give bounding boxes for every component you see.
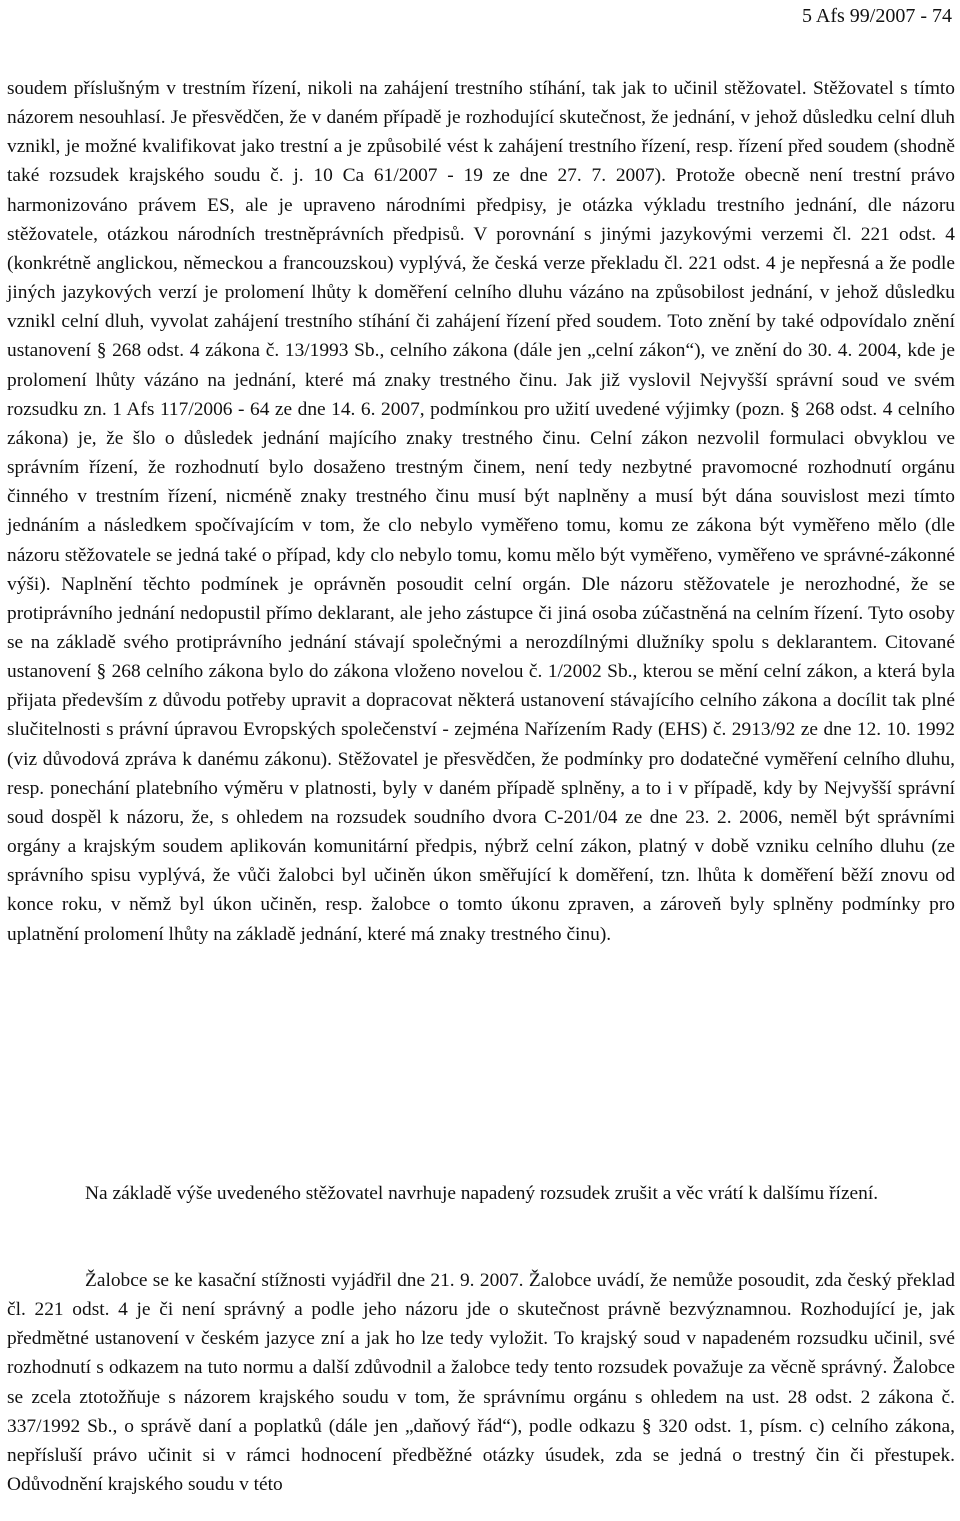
paragraph-plaintiff-response: Žalobce se ke kasační stížnosti vyjádřil dne 21. 9. 2007. Žalobce uvádí, že nemůže posoudit, zda český překlad čl. 221 odst. 4 je či není správný a podle jeho názoru jde o skutečnost právně bezvýznamnou. Rozhodující je, jak předmětné ustanovení v českém jazyce zní a jak ho lze tedy vyložit. To krajský soud v napadeném rozsudku učinil, své rozhodnutí s odkazem na tuto normu a další zdůvodnil a žalobce tedy tento rozsudek považuje za věcně správný. Žalobce se zcela ztotožňuje s názorem krajského soudu v tom, že správnímu orgánu s ohledem na ust. 28 odst. 2 zákona č. 337/1992 Sb., o správě daní a poplatků (dále jen „daňový řád“), podle odkazu § 320 odst. 1, písm. c) celního zákona, nepřísluší právo učinit si v rámci hodnocení předběžné otázky úsudek, zda se jedná o trestný čin či přestupek. Odůvodnění krajského soudu v této xyxy=(7,1270,955,1496)
paragraph-complainant-argument: soudem příslušným v trestním řízení, nikoli na zahájení trestního stíhání, tak jak to učinil stěžovatel. Stěžovatel s tímto názorem nesouhlasí. Je přesvědčen, že v daném případě je rozhodující skutečnost, že jednání, v jehož důsledku celní dluh vznikl, je možné kvalifikovat jako trestní a je způsobilé vést k zahájení trestního řízení, resp. řízení před soudem (shodně také rozsudek krajského soudu č. j. 10 Ca 61/2007 - 19 ze dne 27. 7. 2007). Protože obecně není trestní právo harmonizováno právem ES, ale je upraveno národními předpisy, je otázka výkladu trestního jednání, dle názoru stěžovatele, otázkou národních trestněprávních předpisů. V porovnání s jinými jazykovými verzemi čl. 221 odst. 4 (konkrétně anglickou, německou a francouzskou) vyplývá, že česká verze překladu čl. 221 odst. 4 je nepřesná a že podle jiných jazykových verzí je prolomení lhůty k doměření celního dluhu vázáno na způsobilost jednání, v jehož důsledku vznikl celní dluh, vyvolat zahájení trestního stíhání či zahájení řízení před soudem. Toto znění by také odpovídalo znění ustanovení § 268 odst. 4 zákona č. 13/1993 Sb., celního zákona (dále jen „celní zákon“), ve znění do 30. 4. 2004, kde je prolomení lhůty vázáno na jednání, které má znaky trestného činu. Jak již vyslovil Nejvyšší správní soud ve svém rozsudku zn. 1 Afs 117/2006 - 64 ze dne 14. 6. 2007, podmínkou pro užití uvedené výjimky (pozn. § 268 odst. 4 celního zákona) je, že šlo o důsledek jednání majícího znaky trestného činu. Celní zákon nezvolil formulaci obvyklou ve správním řízení, že rozhodnutí bylo dosaženo trestným činem, není tedy nezbytné pravomocné rozhodnutí orgánu činného v trestním řízení, nicméně znaky trestného činu musí být naplněny a musí být dána souvislost mezi tímto jednáním a následkem spočívajícím v tom, že clo nebylo vyměřeno tomu, komu ze zákona být vyměřeno mělo (dle názoru stěžovatele se jedná také o případ, kdy clo nebylo tomu, komu mělo být vyměřeno, vyměřeno ve správné-zákonné výši). Naplnění těchto podmínek je oprávněn posoudit celní orgán. Dle názoru stěžovatele je nerozhodné, že se protiprávního jednání nedopustil přímo deklarant, ale jeho zástupce či jiná osoba zúčastněná na celním řízení. Tyto osoby se na základě svého protiprávního jednání stávají společnými a nerozdílnými dlužníky spolu s deklarantem. Citované ustanovení § 268 celního zákona bylo do zákona vloženo novelou č. 1/2002 Sb., kterou se mění celní zákon, a která byla přijata především z důvodu potřeby upravit a dopracovat některá ustanovení stávajícího celního zákona a docílit tak plné slučitelnosti s právní úpravou Evropských společenství - zejména Nařízením Rady (EHS) č. 2913/92 ze dne 12. 10. 1992 (viz důvodová zpráva k danému zákonu). Stěžovatel je přesvědčen, že podmínky pro dodatečné vyměření celního dluhu, resp. ponechání platebního výměru v platnosti, byly v daném případě splněny, a to i v případě, kdy by Nejvyšší správní soud dospěl k názoru, že, s ohledem na rozsudek soudního dvora C-201/04 ze dne 23. 2. 2006, neměl být správními orgány a krajským soudem aplikován komunitární předpis, nýbrž celní zákon, platný v době vzniku celního dluhu (ze správního spisu vyplývá, že vůči žalobci byl učiněn úkon směřující k doměření, tzn. lhůta k doměření běží znovu od konce roku, v němž byl úkon učiněn, resp. žalobce o tomto úkonu zpraven, a zároveň byly splněny podmínky pro uplatnění prolomení lhůty na základě jednání, které má znaky trestného činu). xyxy=(7,78,955,945)
paragraph-complainant-proposal: Na základě výše uvedeného stěžovatel navrhuje napadený rozsudek zrušit a věc vrátí k dalšímu řízení. xyxy=(85,1183,879,1204)
case-reference-header: 5 Afs 99/2007 - 74 xyxy=(802,5,952,27)
